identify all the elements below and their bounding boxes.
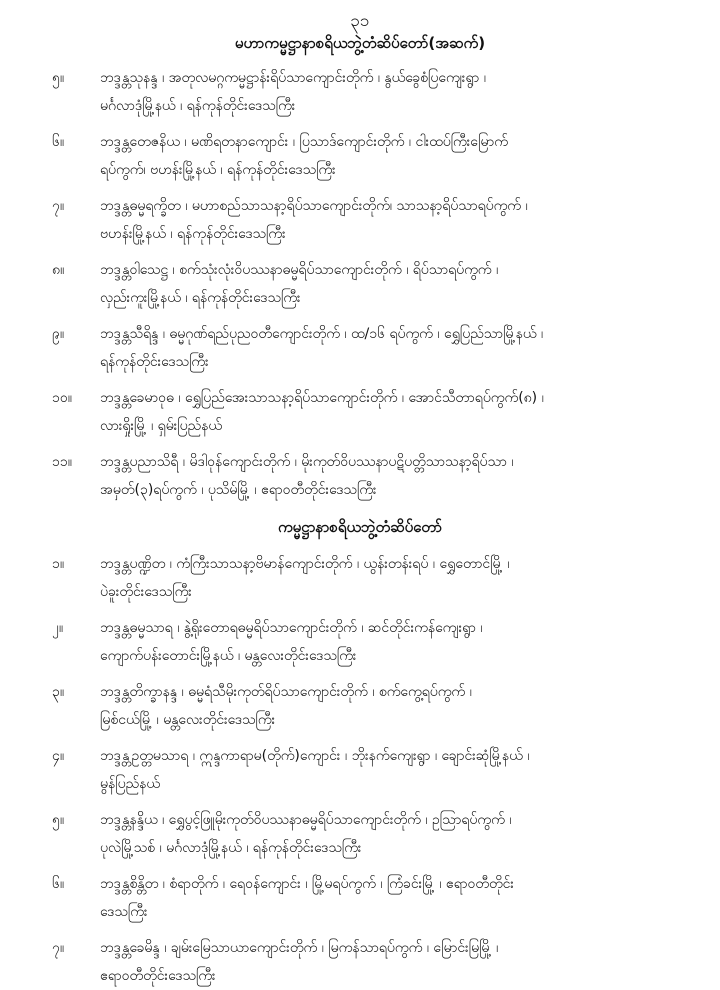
item-line: ပဲခူးတိုင်းဒေသကြီး [100, 584, 192, 600]
list-item [36, 678, 684, 734]
item-line: ဘဒ္ဒန္တပညာသိရီ ၊ မိဒါဝုန်ကျောင်းတိုက် ၊ မိုးကုတ်ဝိပဿနာပဋိပတ္တိသာသနာ့ရိပ်သာ ၊ [100, 454, 514, 470]
item-line: ဘဒ္ဒန္တပဏ္ဍိတ ၊ ကံကြီးသာသနာ့ဗိမာန်ကျောင်းတိုက် ၊ ယွန်းတန်းရပ် ၊ ရွှေတောင်မြို့ ၊ [100, 556, 510, 572]
item-line: ဘဒ္ဒန္တဥတ္တမသာရ ၊ ဣန္ဒကာရာမ(တိုက်)ကျောင်း ၊ ဘိုးနက်ကျေးရွာ ၊ ချောင်းဆုံမြို့နယ် ၊ [100, 748, 530, 764]
item-number: ၆။ [52, 134, 65, 150]
item-line: ရပ်ကွက်၊ ဗဟန်းမြို့နယ် ၊ ရန်ကုန်တိုင်းဒေသကြီး [100, 162, 336, 178]
item-number: ၁၁။ [52, 454, 72, 470]
list-item [36, 614, 684, 670]
item-line: ဘဒ္ဒန္တနန္ဒိယ ၊ ရွှေပွင့်ဖြူမိုးကုတ်ဝိပဿနာဓမ္မရိပ်သာကျောင်းတိုက် ၊ ဥဩာရပ်ကွက် ၊ [100, 812, 512, 828]
item-line: ဘဒ္ဒန္တခေမိန္ဒ ၊ ချမ်းမြေသာယာကျောင်းတိုက် ၊ မြကန်သာရပ်ကွက် ၊ မြောင်းမြမြို့ ၊ [100, 940, 499, 956]
item-number: ၇။ [52, 198, 65, 214]
item-text [100, 384, 684, 440]
item-number: ၁။ [52, 556, 65, 572]
section-title-maha: မဟာကမ္မဋ္ဌာနာစရိယဘွဲ့တံဆိပ်တော်(အဆက်) [234, 34, 486, 52]
item-line: ဘဒ္ဒန္တခေမာဝုဓ ၊ ရွှေပြည်အေးသာသနာ့ရိပ်သာကျောင်းတိုက် ၊ အောင်သီတာရပ်ကွက်(၈) ၊ [100, 390, 544, 406]
item-line: ဘဒ္ဒန္တသုနန္ဒ ၊ အတုလမဂ္ဂကမ္မဋ္ဌာန်းရိပ်သာကျောင်းတိုက် ၊ နွယ်ခွေစံပြကျေးရွာ ၊ [100, 70, 486, 86]
item-line: မင်္ဂလာဒုံမြို့နယ် ၊ ရန်ကုန်တိုင်းဒေသကြီး [100, 98, 296, 114]
item-text [100, 614, 684, 670]
item-line: ဘဒ္ဒန္တတေဇနိယ ၊ မဏိရတနာကျောင်း ၊ ပြသာဒ်ကျောင်းတိုက် ၊ ငါးထပ်ကြီးမြောက် [100, 134, 508, 150]
list-item [36, 742, 684, 798]
item-text [100, 678, 684, 734]
item-number: ၁၀။ [52, 390, 72, 406]
item-number: ၄။ [52, 748, 65, 764]
item-line: ဗဟန်းမြို့နယ် ၊ ရန်ကုန်တိုင်းဒေသကြီး [100, 226, 286, 242]
item-text [100, 448, 684, 504]
item-line: လားရှိုးမြို့ ၊ ရှမ်းပြည်နယ် [100, 418, 222, 434]
list-item [36, 870, 684, 926]
item-number: ၅။ [52, 70, 65, 86]
item-number: ၅။ [52, 812, 65, 828]
item-text [100, 806, 684, 862]
list-item [36, 192, 684, 248]
list-item [36, 550, 684, 606]
item-text [100, 256, 684, 312]
item-line: ရန်ကုန်တိုင်းဒေသကြီး [100, 354, 209, 370]
item-line: ဘဒ္ဒန္တစိန္တိတ ၊ စံရာတိုက် ၊ ရေဝန်ကျောင်း ၊ မြို့မရပ်ကွက် ၊ ကြံခင်းမြို့ ၊ ဧရာဝတီတိုင်း [100, 876, 514, 892]
item-line: ဘဒ္ဒန္တဝါသေဋ္ဌ ၊ စက်သုံးလုံးဝိပဿနာဓမ္မရိပ်သာကျောင်းတိုက် ၊ ရိပ်သာရပ်ကွက် ၊ [100, 262, 499, 278]
list-item [36, 806, 684, 862]
item-number: ၈။ [52, 262, 65, 278]
item-line: ဧရာဝတီတိုင်းဒေသကြီး [100, 968, 216, 984]
item-text [100, 192, 684, 248]
item-number: ၇။ [52, 940, 65, 956]
item-number: ၃။ [52, 684, 65, 700]
item-text [100, 870, 684, 926]
item-line: ဘဒ္ဒန္တဓမ္မရက္ခိတ ၊ မဟာစည်သာသနာ့ရိပ်သာကျောင်းတိုက်၊ သာသနာ့ရိပ်သာရပ်ကွက် ၊ [100, 198, 528, 214]
item-number: ၆။ [52, 876, 65, 892]
item-line: မွန်ပြည်နယ် [100, 776, 160, 792]
item-line: လှည်းကူးမြို့နယ် ၊ ရန်ကုန်တိုင်းဒေသကြီး [100, 290, 301, 306]
list-item [36, 128, 684, 184]
item-line: ဘဒ္ဒန္တတိက္ခာနန္ဒ ၊ ဓမ္မရံသီမိုးကုတ်ရိပ်သာကျောင်းတိုက် ၊ စက်ကွေ့ရပ်ကွက် ၊ [100, 684, 472, 700]
list-item [36, 256, 684, 312]
item-number: ၉။ [52, 326, 65, 342]
item-line: ဘဒ္ဒန္တသီရိန္ဒ ၊ ဓမ္မဂုဏ်ရည်ပုညဝတီကျောင်းတိုက် ၊ ထ/၁၆ ရပ်ကွက် ၊ ရွှေပြည်သာမြို့နယ် ၊ [100, 326, 544, 342]
item-line: အမှတ်(၃)ရပ်ကွက် ၊ ပုသိမ်မြို့ ၊ ဧရာဝတီတိုင်းဒေသကြီး [100, 482, 377, 498]
list-item [36, 384, 684, 440]
item-text [100, 934, 684, 990]
item-line: ပုလဲမြို့သစ် ၊ မင်္ဂလာဒုံမြို့နယ် ၊ ရန်ကုန်တိုင်းဒေသကြီး [100, 840, 362, 856]
item-line: မြစ်ငယ်မြို့ ၊ မန္တလေးတိုင်းဒေသကြီး [100, 712, 276, 728]
list-item [36, 320, 684, 376]
item-text [100, 128, 684, 184]
item-text [100, 550, 684, 606]
item-line: ဒေသကြီး [100, 904, 148, 920]
item-text [100, 320, 684, 376]
list-item [36, 448, 684, 504]
item-number: ၂။ [52, 620, 64, 636]
section-list-kammatthana [36, 550, 684, 990]
item-line: ကျောက်ပန်းတောင်းမြို့နယ် ၊ မန္တလေးတိုင်းဒေသကြီး [100, 648, 357, 664]
list-item [36, 934, 684, 990]
list-item [36, 64, 684, 120]
section-title-kammatthana: ကမ္မဋ္ဌာနာစရိယဘွဲ့တံဆိပ်တော် [277, 518, 443, 536]
section-list-maha [36, 64, 684, 504]
item-text [100, 64, 684, 120]
item-text [100, 742, 684, 798]
item-line: ဘဒ္ဒန္တဓမ္မသာရ ၊ နွဲ့ရိုးတောရဓမ္မရိပ်သာကျောင်းတိုက် ၊ ဆင်တိုင်းကန်ကျေးရွာ ၊ [100, 620, 483, 636]
page-number: ၃၁ [350, 11, 370, 31]
